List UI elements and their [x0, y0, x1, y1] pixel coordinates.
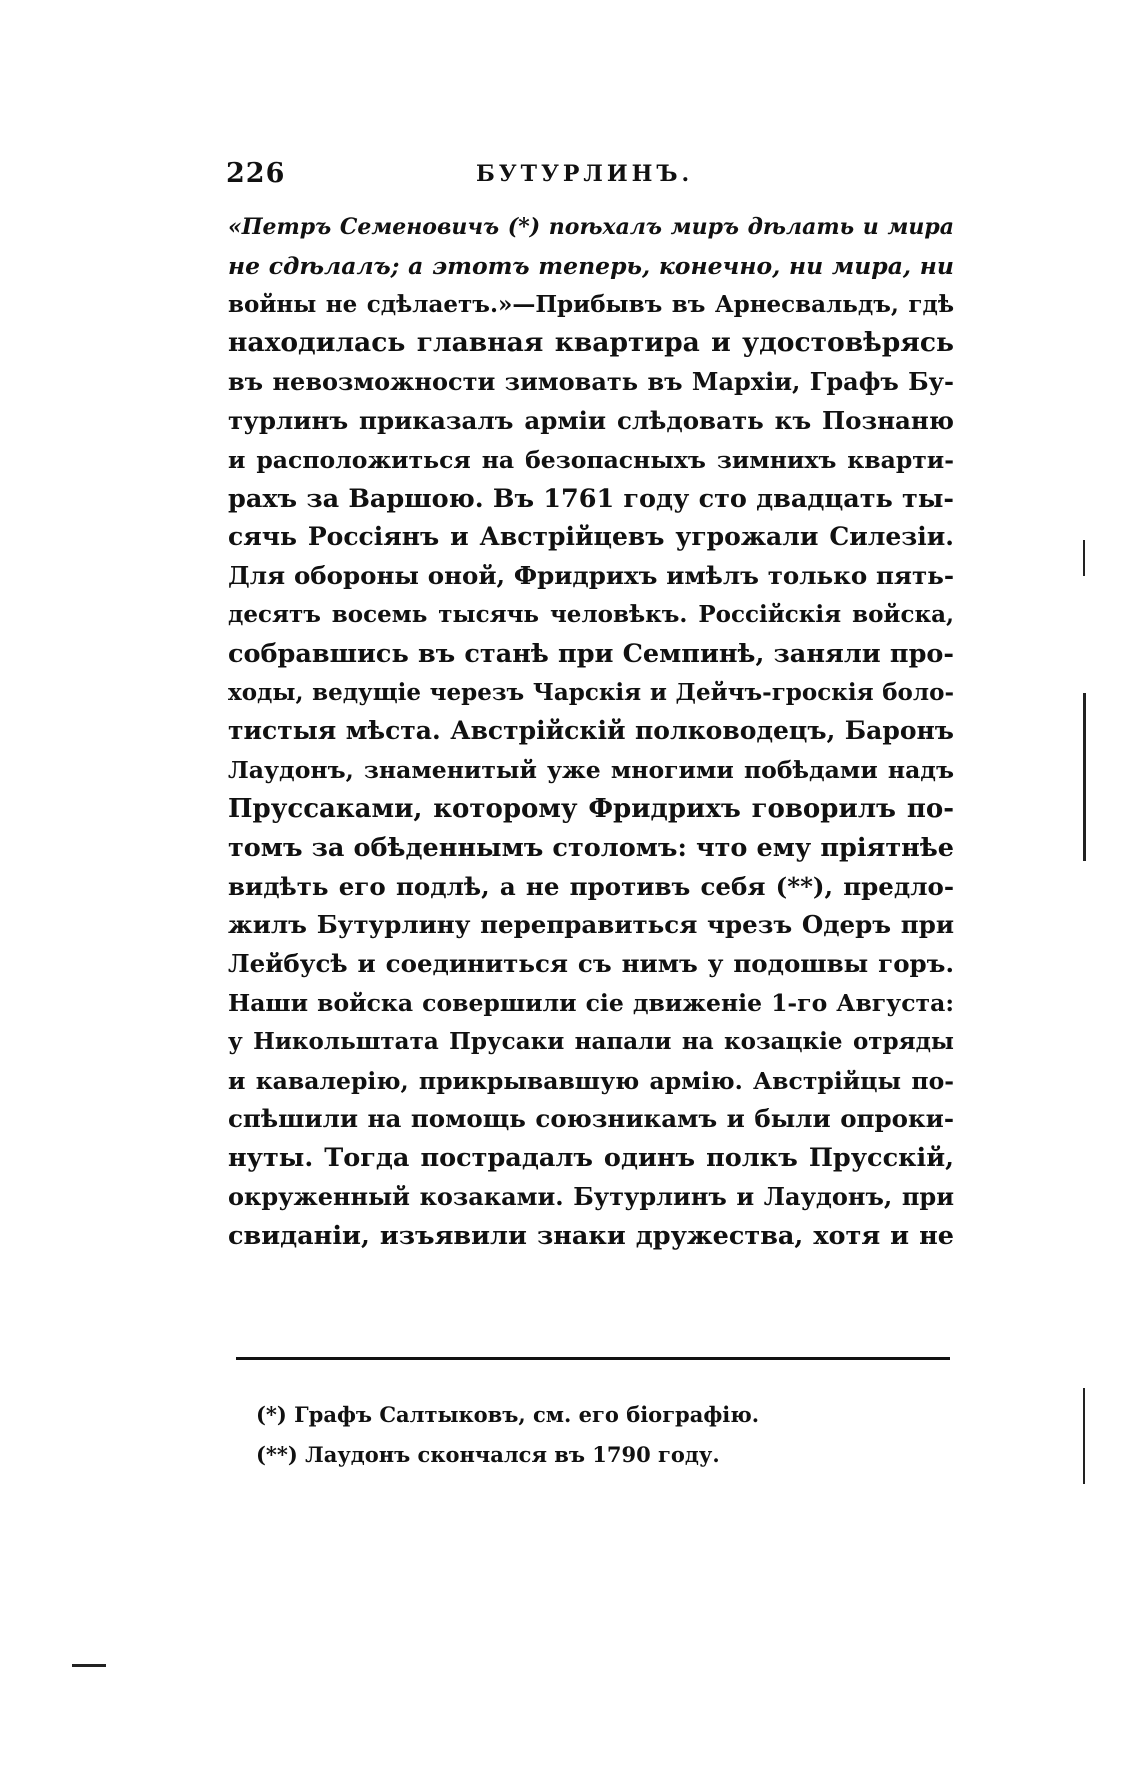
text-line: нуты. Тогда пострадалъ одинъ полкъ Прусскій,	[228, 1143, 954, 1174]
text-line: у Никольштата Прусаки напали на козацкіе отряды	[228, 1027, 954, 1055]
body-text	[228, 208, 954, 1256]
text-line: турлинъ приказалъ арміи слѣдовать къ Познаню	[228, 405, 954, 435]
scan-mark	[1083, 693, 1086, 861]
page-number: 226	[226, 158, 286, 189]
text-line: свиданіи, изъявили знаки дружества, хотя и не	[228, 1220, 954, 1251]
text-line: не сдѣлалъ; а этотъ теперь, конечно, ни мира, ни	[228, 251, 954, 280]
footnotes	[256, 1395, 816, 1475]
text-line: находилась главная квартира и удостовѣрясь	[228, 327, 954, 359]
text-line: видѣть его подлѣ, а не противъ себя (**), предло-	[228, 871, 954, 901]
text-line: собравшись въ станѣ при Семпинѣ, заняли про-	[228, 638, 954, 669]
text-line: Пруссаками, которому Фридрихъ говорилъ по-	[228, 793, 954, 824]
text-line: десятъ восемь тысячь человѣкъ. Россійскія войска,	[228, 600, 954, 628]
scan-mark	[1083, 540, 1085, 576]
text-line: Лейбусѣ и соединиться съ нимъ у подошвы горъ.	[228, 949, 954, 979]
text-line: рахъ за Варшою. Въ 1761 году сто двадцать ты-	[228, 483, 954, 514]
text-line: спѣшили на помощь союзникамъ и были опроки-	[228, 1104, 954, 1134]
text-line: Для обороны оной, Фридрихъ имѣлъ только пять-	[228, 561, 954, 591]
footnote: (**) Лаудонъ скончался въ 1790 году.	[256, 1442, 720, 1467]
text-line: и кавалерію, прикрывавшую армію. Австрійцы по-	[228, 1066, 954, 1095]
text-line: ходы, ведущіе черезъ Чарскія и Дейчъ-гроскія боло-	[228, 678, 954, 706]
text-line: и расположиться на безопасныхъ зимнихъ кварти-	[228, 445, 954, 474]
text-line: войны не сдѣлаетъ.»—Прибывъ въ Арнесвальдъ, гдѣ	[228, 290, 954, 318]
text-line: тистыя мѣста. Австрійскій полководецъ, Баронъ	[228, 716, 954, 746]
page-header	[226, 158, 954, 198]
text-line: Лаудонъ, знаменитый уже многими побѣдами надъ	[228, 756, 954, 785]
scan-mark	[1083, 1388, 1085, 1484]
footnote-rule	[236, 1357, 950, 1360]
text-line: томъ за обѣденнымъ столомъ: что ему пріятнѣе	[228, 832, 954, 863]
text-line: въ невозможности зимовать въ Мархіи, Графъ Бу-	[228, 367, 954, 397]
text-line: сячь Россіянъ и Австрійцевъ угрожали Силезіи.	[228, 522, 954, 552]
footnote: (*) Графъ Салтыковъ, см. его біографію.	[256, 1402, 760, 1427]
text-line: окруженный козаками. Бутурлинъ и Лаудонъ, при	[228, 1181, 954, 1211]
text-line: «Петръ Семеновичъ (*) поѣхалъ миръ дѣлать и мира	[228, 214, 954, 240]
scan-mark	[72, 1664, 106, 1667]
text-line: жилъ Бутурлину переправиться чрезъ Одеръ при	[228, 910, 954, 940]
text-line: Наши войска совершили сіе движеніе 1-го Августа:	[228, 988, 954, 1017]
running-head: БУТУРЛИНЪ.	[476, 161, 694, 187]
